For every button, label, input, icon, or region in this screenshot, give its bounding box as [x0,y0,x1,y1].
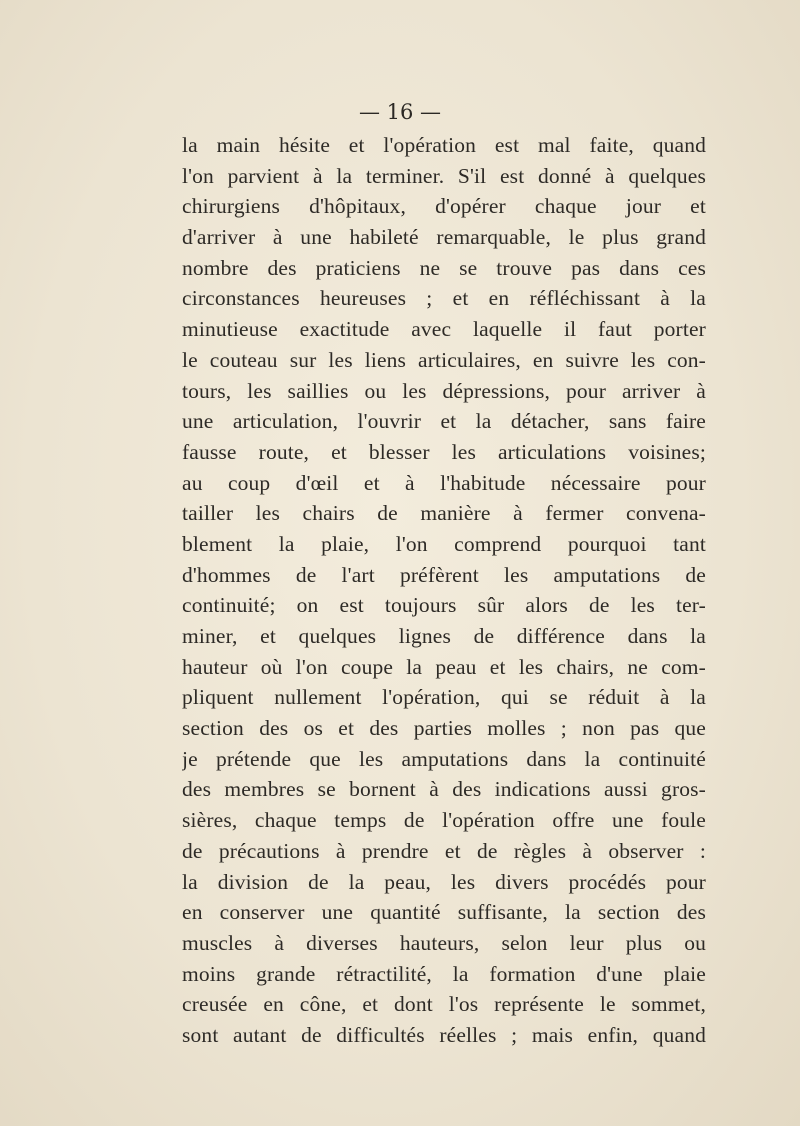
text-line: blement la plaie, l'on comprend pourquoi tant [182,531,706,556]
text-line: sières, chaque temps de l'opération offre une foule [182,808,706,833]
text-line: une articulation, l'ouvrir et la détacher, sans faire [182,409,706,434]
text-line: pliquent nullement l'opération, qui se réduit à la [182,685,706,710]
text-line: la division de la peau, les divers procédés pour [182,869,706,894]
text-line: hauteur où l'on coupe la peau et les chairs, ne com- [182,654,706,679]
text-line: au coup d'œil et à l'habitude nécessaire pour [182,470,706,495]
body-text [182,130,706,1051]
text-line: tailler les chairs de manière à fermer convena- [182,501,706,526]
text-line: d'hommes de l'art préfèrent les amputations de [182,562,706,587]
text-line: en conserver une quantité suffisante, la section des [182,900,706,925]
text-line: circonstances heureuses ; et en réfléchissant à la [182,286,706,311]
text-line: la main hésite et l'opération est mal faite, quand [182,133,706,157]
text-line: fausse route, et blesser les articulations voisines; [182,439,706,464]
text-line: muscles à diverses hauteurs, selon leur plus ou [182,930,706,955]
text-line: minutieuse exactitude avec laquelle il faut porter [182,317,706,342]
text-line: des membres se bornent à des indications aussi gros- [182,777,706,802]
page-number: — 16 — [358,100,442,124]
text-line: moins grande rétractilité, la formation d'une plaie [182,961,706,986]
text-line: de précautions à prendre et de règles à observer : [182,838,706,863]
text-line: je prétende que les amputations dans la continuité [182,746,706,771]
text-line: tours, les saillies ou les dépressions, pour arriver à [182,378,706,403]
text-line: miner, et quelques lignes de différence dans la [182,624,706,648]
text-line: sont autant de difficultés réelles ; mais enfin, quand [182,1022,706,1047]
text-line: creusée en cône, et dont l'os représente le sommet, [182,992,706,1017]
text-line: section des os et des parties molles ; non pas que [182,716,706,741]
text-line: d'arriver à une habileté remarquable, le plus grand [182,225,706,250]
text-line: chirurgiens d'hôpitaux, d'opérer chaque jour et [182,194,706,219]
text-line: le couteau sur les liens articulaires, en suivre les con- [182,347,706,372]
text-line: nombre des praticiens ne se trouve pas dans ces [182,255,706,280]
text-line: continuité; on est toujours sûr alors de les ter- [182,593,706,618]
text-line: l'on parvient à la terminer. S'il est donné à quelques [182,163,706,188]
